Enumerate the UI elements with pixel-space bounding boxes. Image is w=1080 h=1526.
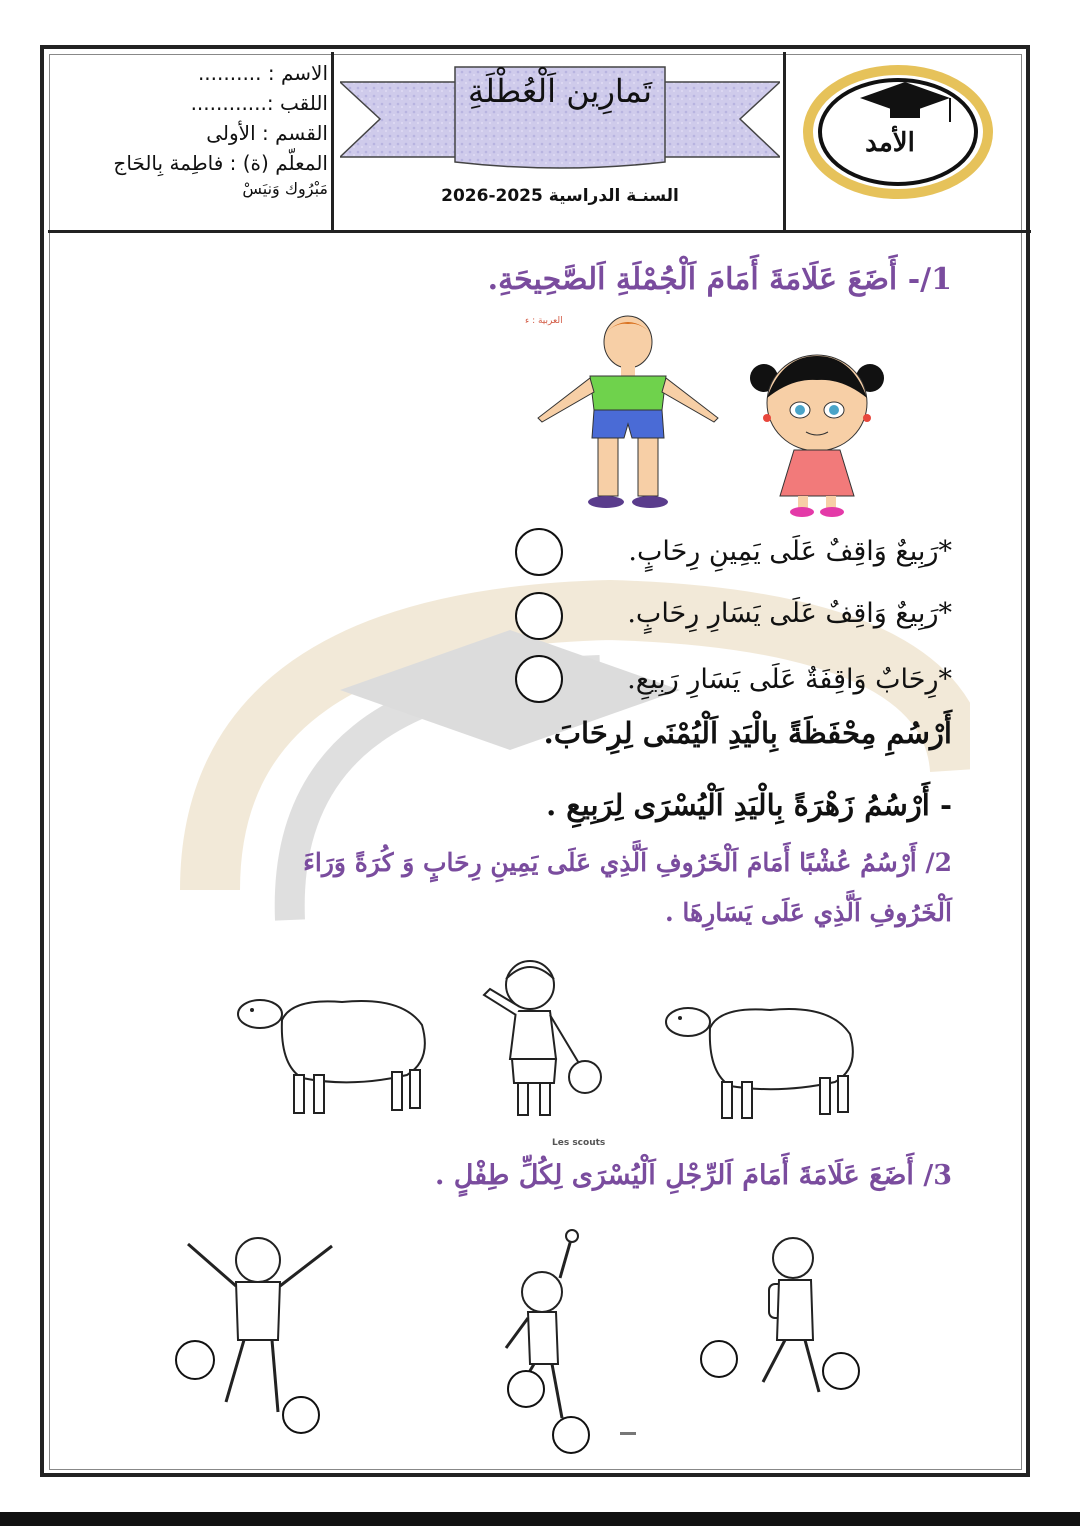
- child-cheering-illustration: [492, 1228, 602, 1438]
- school-year: السنـة الدراسية 2025-2026: [441, 186, 679, 206]
- left-leg-circle[interactable]: [700, 1340, 738, 1378]
- header-divider: [331, 52, 334, 230]
- right-leg-circle[interactable]: [282, 1396, 320, 1434]
- teacher-label: المعلّم (ة) : فاطِمة بِالحَاج: [113, 151, 328, 175]
- answer-circle-3[interactable]: [515, 655, 563, 703]
- right-leg-circle[interactable]: [552, 1416, 590, 1454]
- scout-caption: Les scouts: [552, 1138, 606, 1148]
- section-label: القسم : الأولى: [206, 121, 328, 145]
- logo-text: الأمد: [865, 128, 915, 158]
- draw-instruction-2: - أَرْسُمُ زَهْرَةً بِالْيَدِ اَلْيُسْرَى لِرَبِيعِ .: [546, 788, 952, 822]
- page-title: تَمارِين اَلْعُطْلَةِ: [467, 72, 653, 110]
- left-leg-circle[interactable]: [507, 1370, 545, 1408]
- answer-circle-1[interactable]: [515, 528, 563, 576]
- girl-illustration: [742, 348, 892, 518]
- right-leg-circle[interactable]: [822, 1352, 860, 1390]
- question-2-line-2: اَلْخَرُوفِ اَلَّذِي عَلَى يَسَارِهَا .: [664, 898, 952, 927]
- option-1: *رَبِيعٌ وَاقِفٌ عَلَى يَمِينِ رِحَابٍ.: [628, 536, 952, 567]
- surname-field[interactable]: اللقب :............: [190, 91, 328, 115]
- sheep-right-illustration: [660, 990, 865, 1125]
- scout-girl-illustration: [470, 955, 610, 1127]
- question-1-title: 1/- أَضَعَ عَلَامَةَ أَمَامَ اَلْجُمْلَةِ اَلصَّحِيحَةِ.: [487, 262, 952, 297]
- question-3-title: 3/ أَضَعَ عَلَامَةَ أَمَامَ اَلرِّجْلِ اَلْيُسْرَى لِكُلِّ طِفْلٍ .: [434, 1160, 952, 1191]
- option-3: *رِحَابٌ وَاقِفَةٌ عَلَى يَسَارِ رَبِيعِ.: [627, 664, 952, 695]
- child-jumping-illustration: [178, 1222, 346, 1432]
- sheep-left-illustration: [232, 980, 437, 1120]
- answer-circle-2[interactable]: [515, 592, 563, 640]
- boy-illustration: [528, 312, 728, 512]
- option-2: *رَبِيعٌ وَاقِفٌ عَلَى يَسَارِ رِحَابٍ.: [627, 598, 952, 629]
- dash-mark: [620, 1432, 636, 1435]
- teacher-label-2: مَبْرُوك وَنيَسْ: [242, 179, 328, 198]
- draw-instruction-1: أَرْسُمِ مِحْفَظَةً بِالْيَدِ اَلْيُمْنَى لِرِحَابَ.: [543, 716, 952, 750]
- name-field[interactable]: الاسم : ..........: [197, 61, 328, 85]
- bottom-bar: [0, 1512, 1080, 1526]
- question-2-line-1: 2/ أَرْسُمُ عُشْبًا أَمَامَ اَلْخَرُوفِ اَلَّذِي عَلَى يَمِينِ رِحَابٍ وَ كُرَةً وَرَاءَ: [303, 848, 952, 877]
- student-info: [68, 58, 328, 200]
- header-divider: [783, 52, 786, 230]
- image-caption: العربية : ء: [525, 316, 563, 326]
- left-leg-circle[interactable]: [175, 1340, 215, 1380]
